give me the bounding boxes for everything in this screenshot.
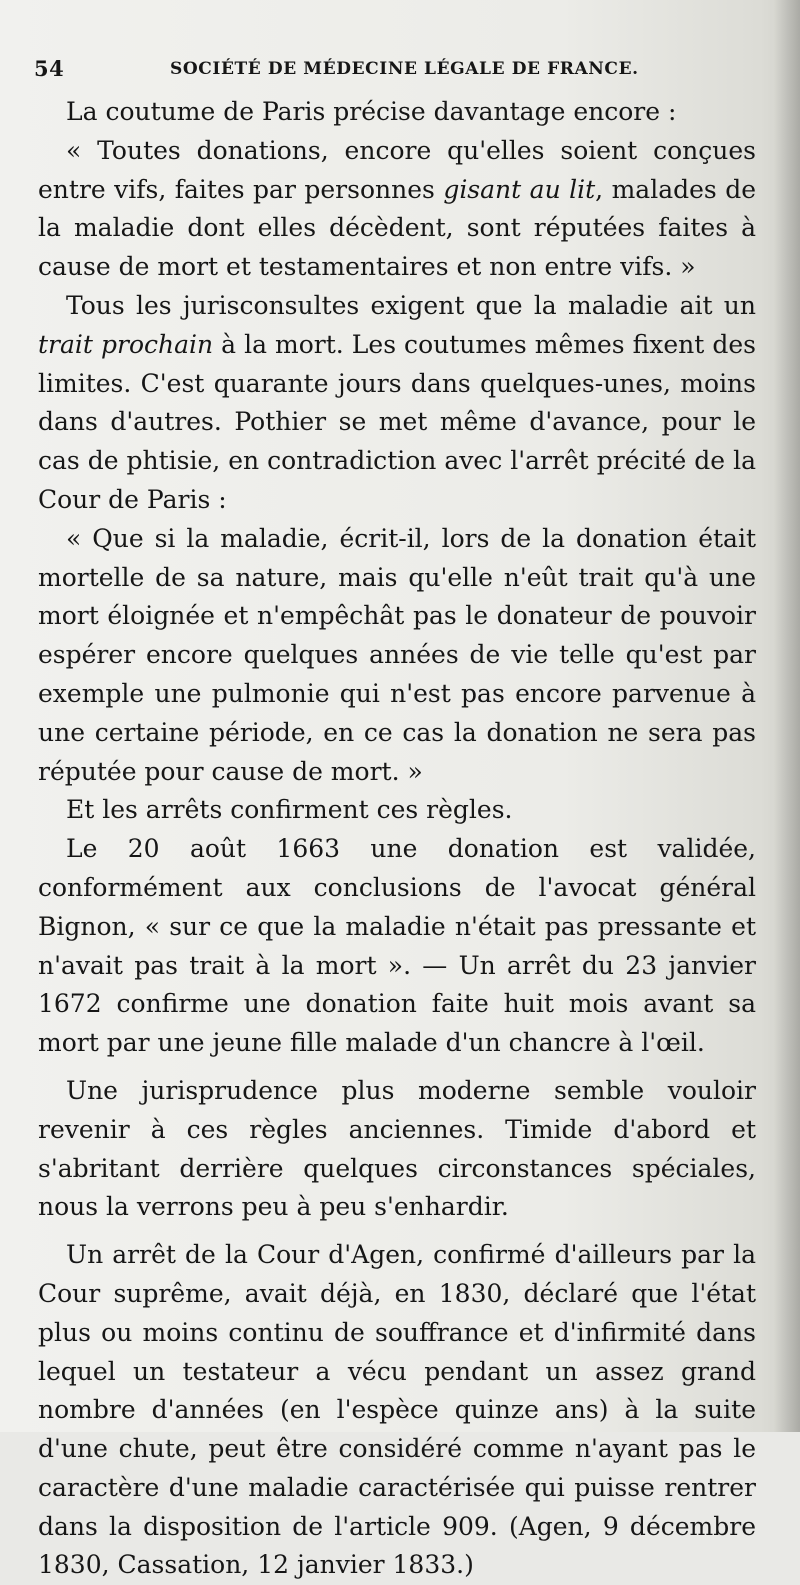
- page-number: 54: [34, 56, 65, 81]
- paragraph-7: Une jurisprudence plus moderne semble vouloir revenir à ces règles anciennes. Timide d'abord et s'abritant derrière quelques circonstances spéciales, nous la verrons peu à peu s'enhardir.: [38, 1075, 756, 1222]
- paragraph-4-quote: « Que si la maladie, écrit-il, lors de la donation était mortelle de sa nature, mais qu'elle n'eût trait qu'à une mort éloignée et n'empêchât pas le donateur de pouvoir espérer encore quelques années de vie telle qu'est par exemple une pulmonie qui n'est pas encore parvenue à une certaine période, en ce cas la donation ne sera pas réputée pour cause de mort. »: [38, 523, 756, 786]
- paragraph-1: La coutume de Paris précise davantage encore :: [66, 97, 677, 126]
- paragraph-8: Un arrêt de la Cour d'Agen, confirmé d'ailleurs par la Cour suprême, avait déjà, en 1830, déclaré que l'état plus ou moins continu de souffrance et d'infirmité dans lequel un testateur a vécu pendant un assez grand nombre d'années (en l'espèce quinze ans) à la suite d'une chute, peut être considéré comme n'ayant pas le caractère d'une maladie caractérisée qui puisse rentrer dans la disposition de l'article 909. (Agen, 9 décembre 1830, Cassation, 12 janvier 1833.): [38, 1240, 756, 1580]
- running-title: SOCIÉTÉ DE MÉDECINE LÉGALE DE FRANCE.: [170, 59, 639, 79]
- page-header: [34, 56, 754, 86]
- paragraph-5: Et les arrêts confirment ces règles.: [66, 795, 513, 825]
- body-text: [38, 93, 756, 1585]
- paragraph-2-quote: « Toutes donations, encore qu'elles soient conçues entre vifs, faites par personnes gisant au lit, malades de la maladie dont elles décèdent, sont réputées faites à cause de mort et testamentaires et non entre vifs. »: [38, 135, 756, 282]
- page-edge-shadow: [774, 0, 800, 1432]
- italic-phrase: gisant au lit: [443, 174, 596, 204]
- paragraph-6: Le 20 août 1663 une donation est validée, conformément aux conclusions de l'avocat général Bignon, « sur ce que la maladie n'était pas pressante et n'avait pas trait à la mort ». — Un arrêt du 23 janvier 1672 confirme une donation faite huit mois avant sa mort par une jeune fille malade d'un chancre à l'œil.: [38, 834, 756, 1058]
- italic-phrase: trait prochain: [38, 329, 214, 359]
- paragraph-3: Tous les jurisconsultes exigent que la maladie ait un trait prochain à la mort. Les coutumes mêmes fixent des limites. C'est quarante jours dans quelques-unes, moins dans d'autres. Pothier se met même d'avance, pour le cas de phtisie, en contradiction avec l'arrêt précité de la Cour de Paris :: [38, 290, 757, 514]
